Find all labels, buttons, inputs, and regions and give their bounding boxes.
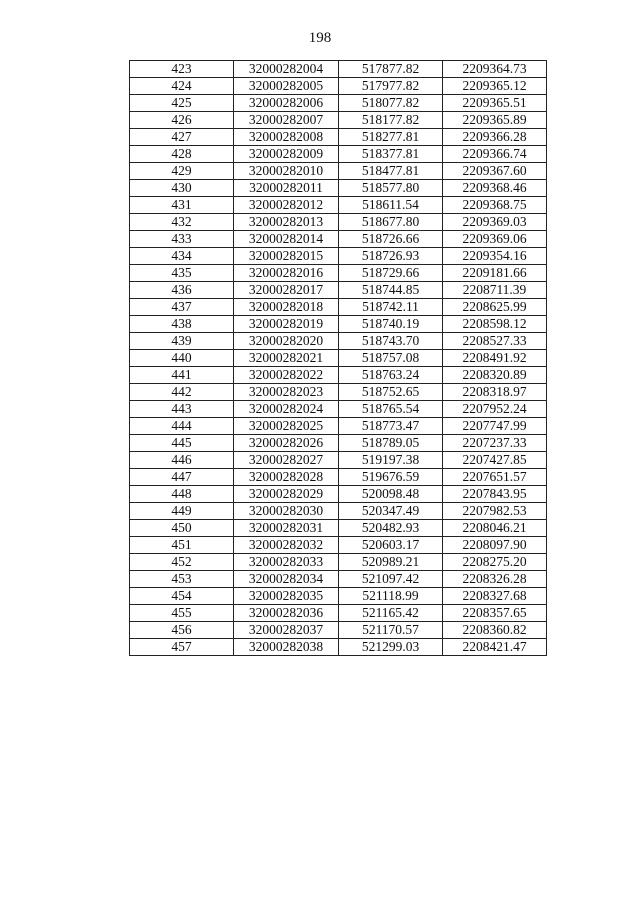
point-id-cell: 32000282004: [234, 61, 339, 78]
table-row: [130, 282, 547, 299]
y-coordinate-cell: 2207427.85: [443, 452, 547, 469]
table-row: [130, 622, 547, 639]
point-number-cell: 445: [130, 435, 234, 452]
x-coordinate-cell: 518726.93: [339, 248, 443, 265]
x-coordinate-cell: 518743.70: [339, 333, 443, 350]
x-coordinate-cell: 518789.05: [339, 435, 443, 452]
table-body: [130, 61, 547, 656]
point-id-cell: 32000282015: [234, 248, 339, 265]
point-id-cell: 32000282029: [234, 486, 339, 503]
y-coordinate-cell: 2209366.74: [443, 146, 547, 163]
y-coordinate-cell: 2208491.92: [443, 350, 547, 367]
x-coordinate-cell: 520603.17: [339, 537, 443, 554]
y-coordinate-cell: 2209368.46: [443, 180, 547, 197]
point-number-cell: 446: [130, 452, 234, 469]
point-id-cell: 32000282021: [234, 350, 339, 367]
point-number-cell: 423: [130, 61, 234, 78]
point-number-cell: 432: [130, 214, 234, 231]
y-coordinate-cell: 2207843.95: [443, 486, 547, 503]
point-id-cell: 32000282014: [234, 231, 339, 248]
table-row: [130, 146, 547, 163]
x-coordinate-cell: 518773.47: [339, 418, 443, 435]
y-coordinate-cell: 2209354.16: [443, 248, 547, 265]
x-coordinate-cell: 518752.65: [339, 384, 443, 401]
y-coordinate-cell: 2207982.53: [443, 503, 547, 520]
point-number-cell: 437: [130, 299, 234, 316]
y-coordinate-cell: 2208318.97: [443, 384, 547, 401]
page-number: 198: [308, 30, 332, 46]
point-number-cell: 452: [130, 554, 234, 571]
table-row: [130, 537, 547, 554]
point-number-cell: 439: [130, 333, 234, 350]
table-row: [130, 248, 547, 265]
point-number-cell: 430: [130, 180, 234, 197]
point-id-cell: 32000282008: [234, 129, 339, 146]
point-number-cell: 436: [130, 282, 234, 299]
x-coordinate-cell: 517877.82: [339, 61, 443, 78]
y-coordinate-cell: 2207952.24: [443, 401, 547, 418]
y-coordinate-cell: 2209364.73: [443, 61, 547, 78]
x-coordinate-cell: 521170.57: [339, 622, 443, 639]
y-coordinate-cell: 2207237.33: [443, 435, 547, 452]
point-number-cell: 454: [130, 588, 234, 605]
x-coordinate-cell: 519676.59: [339, 469, 443, 486]
table-row: [130, 588, 547, 605]
point-id-cell: 32000282012: [234, 197, 339, 214]
table-row: [130, 214, 547, 231]
coordinates-table: [129, 60, 547, 656]
y-coordinate-cell: 2209365.89: [443, 112, 547, 129]
table-row: [130, 520, 547, 537]
table-row: [130, 452, 547, 469]
x-coordinate-cell: 521165.42: [339, 605, 443, 622]
table-row: [130, 316, 547, 333]
y-coordinate-cell: 2208598.12: [443, 316, 547, 333]
table-row: [130, 639, 547, 656]
x-coordinate-cell: 518729.66: [339, 265, 443, 282]
table-row: [130, 384, 547, 401]
y-coordinate-cell: 2208320.89: [443, 367, 547, 384]
point-id-cell: 32000282030: [234, 503, 339, 520]
table-row: [130, 605, 547, 622]
point-number-cell: 435: [130, 265, 234, 282]
x-coordinate-cell: 521118.99: [339, 588, 443, 605]
x-coordinate-cell: 518477.81: [339, 163, 443, 180]
x-coordinate-cell: 518757.08: [339, 350, 443, 367]
x-coordinate-cell: 520347.49: [339, 503, 443, 520]
point-number-cell: 424: [130, 78, 234, 95]
point-id-cell: 32000282013: [234, 214, 339, 231]
y-coordinate-cell: 2208046.21: [443, 520, 547, 537]
point-id-cell: 32000282010: [234, 163, 339, 180]
x-coordinate-cell: 520098.48: [339, 486, 443, 503]
point-id-cell: 32000282022: [234, 367, 339, 384]
point-number-cell: 428: [130, 146, 234, 163]
point-number-cell: 442: [130, 384, 234, 401]
point-number-cell: 426: [130, 112, 234, 129]
point-number-cell: 427: [130, 129, 234, 146]
y-coordinate-cell: 2209365.12: [443, 78, 547, 95]
y-coordinate-cell: 2209365.51: [443, 95, 547, 112]
y-coordinate-cell: 2208275.20: [443, 554, 547, 571]
point-id-cell: 32000282028: [234, 469, 339, 486]
y-coordinate-cell: 2209369.03: [443, 214, 547, 231]
table-row: [130, 197, 547, 214]
table-row: [130, 299, 547, 316]
point-id-cell: 32000282031: [234, 520, 339, 537]
x-coordinate-cell: 518377.81: [339, 146, 443, 163]
y-coordinate-cell: 2209181.66: [443, 265, 547, 282]
point-number-cell: 444: [130, 418, 234, 435]
point-id-cell: 32000282019: [234, 316, 339, 333]
table-row: [130, 486, 547, 503]
y-coordinate-cell: 2208421.47: [443, 639, 547, 656]
table-row: [130, 95, 547, 112]
point-id-cell: 32000282009: [234, 146, 339, 163]
point-id-cell: 32000282011: [234, 180, 339, 197]
point-number-cell: 456: [130, 622, 234, 639]
table-row: [130, 78, 547, 95]
point-id-cell: 32000282023: [234, 384, 339, 401]
point-id-cell: 32000282006: [234, 95, 339, 112]
y-coordinate-cell: 2209366.28: [443, 129, 547, 146]
point-id-cell: 32000282033: [234, 554, 339, 571]
x-coordinate-cell: 518277.81: [339, 129, 443, 146]
point-number-cell: 431: [130, 197, 234, 214]
point-number-cell: 451: [130, 537, 234, 554]
x-coordinate-cell: 519197.38: [339, 452, 443, 469]
table-row: [130, 129, 547, 146]
y-coordinate-cell: 2208360.82: [443, 622, 547, 639]
x-coordinate-cell: 518177.82: [339, 112, 443, 129]
table-row: [130, 163, 547, 180]
table-row: [130, 435, 547, 452]
y-coordinate-cell: 2208097.90: [443, 537, 547, 554]
point-id-cell: 32000282024: [234, 401, 339, 418]
table-row: [130, 469, 547, 486]
point-number-cell: 449: [130, 503, 234, 520]
x-coordinate-cell: 521097.42: [339, 571, 443, 588]
table-row: [130, 180, 547, 197]
point-number-cell: 429: [130, 163, 234, 180]
table-row: [130, 350, 547, 367]
point-number-cell: 434: [130, 248, 234, 265]
y-coordinate-cell: 2209368.75: [443, 197, 547, 214]
table-row: [130, 503, 547, 520]
x-coordinate-cell: 518765.54: [339, 401, 443, 418]
y-coordinate-cell: 2208625.99: [443, 299, 547, 316]
x-coordinate-cell: 518726.66: [339, 231, 443, 248]
y-coordinate-cell: 2208527.33: [443, 333, 547, 350]
table-row: [130, 401, 547, 418]
point-number-cell: 455: [130, 605, 234, 622]
x-coordinate-cell: 518611.54: [339, 197, 443, 214]
x-coordinate-cell: 518077.82: [339, 95, 443, 112]
point-number-cell: 447: [130, 469, 234, 486]
y-coordinate-cell: 2207747.99: [443, 418, 547, 435]
table-row: [130, 418, 547, 435]
table-row: [130, 112, 547, 129]
point-number-cell: 450: [130, 520, 234, 537]
point-number-cell: 453: [130, 571, 234, 588]
table-row: [130, 554, 547, 571]
point-id-cell: 32000282034: [234, 571, 339, 588]
y-coordinate-cell: 2208711.39: [443, 282, 547, 299]
point-id-cell: 32000282025: [234, 418, 339, 435]
table-row: [130, 333, 547, 350]
point-id-cell: 32000282037: [234, 622, 339, 639]
point-id-cell: 32000282017: [234, 282, 339, 299]
y-coordinate-cell: 2208326.28: [443, 571, 547, 588]
x-coordinate-cell: 520482.93: [339, 520, 443, 537]
x-coordinate-cell: 518740.19: [339, 316, 443, 333]
x-coordinate-cell: 518677.80: [339, 214, 443, 231]
point-id-cell: 32000282026: [234, 435, 339, 452]
point-id-cell: 32000282038: [234, 639, 339, 656]
point-id-cell: 32000282016: [234, 265, 339, 282]
point-number-cell: 433: [130, 231, 234, 248]
point-id-cell: 32000282032: [234, 537, 339, 554]
point-number-cell: 441: [130, 367, 234, 384]
y-coordinate-cell: 2209367.60: [443, 163, 547, 180]
x-coordinate-cell: 520989.21: [339, 554, 443, 571]
point-id-cell: 32000282027: [234, 452, 339, 469]
x-coordinate-cell: 518577.80: [339, 180, 443, 197]
table-row: [130, 61, 547, 78]
table-row: [130, 231, 547, 248]
table-row: [130, 265, 547, 282]
x-coordinate-cell: 518763.24: [339, 367, 443, 384]
y-coordinate-cell: 2207651.57: [443, 469, 547, 486]
x-coordinate-cell: 521299.03: [339, 639, 443, 656]
x-coordinate-cell: 518742.11: [339, 299, 443, 316]
y-coordinate-cell: 2208357.65: [443, 605, 547, 622]
point-number-cell: 448: [130, 486, 234, 503]
point-id-cell: 32000282007: [234, 112, 339, 129]
point-id-cell: 32000282035: [234, 588, 339, 605]
point-number-cell: 438: [130, 316, 234, 333]
point-id-cell: 32000282018: [234, 299, 339, 316]
point-id-cell: 32000282036: [234, 605, 339, 622]
point-number-cell: 440: [130, 350, 234, 367]
y-coordinate-cell: 2209369.06: [443, 231, 547, 248]
y-coordinate-cell: 2208327.68: [443, 588, 547, 605]
point-number-cell: 425: [130, 95, 234, 112]
table-row: [130, 571, 547, 588]
x-coordinate-cell: 518744.85: [339, 282, 443, 299]
point-id-cell: 32000282005: [234, 78, 339, 95]
x-coordinate-cell: 517977.82: [339, 78, 443, 95]
point-id-cell: 32000282020: [234, 333, 339, 350]
table-row: [130, 367, 547, 384]
point-number-cell: 443: [130, 401, 234, 418]
point-number-cell: 457: [130, 639, 234, 656]
